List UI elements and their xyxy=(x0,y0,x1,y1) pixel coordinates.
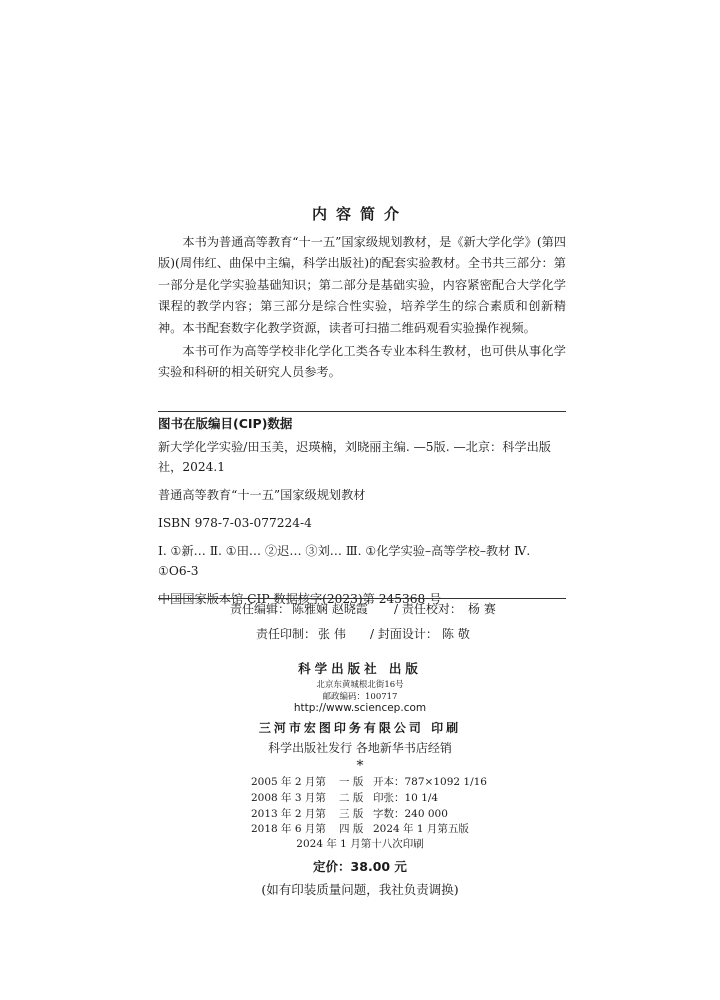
edition-date: 2013 年 2 月第 xyxy=(251,807,326,820)
cip-isbn: ISBN 978-7-03-077224-4 xyxy=(158,516,312,530)
edition-number: 一 版 xyxy=(339,776,364,788)
proof-label: / 责任校对： xyxy=(394,602,462,616)
editors: 陈雅娴 赵晓霞 xyxy=(292,602,368,616)
edition-row xyxy=(251,775,487,791)
intro-paragraph: 本书可作为高等学校非化学化工类各专业本科生教材，也可供从事化学实验和科研的相关研究人员参考。 xyxy=(158,344,566,380)
printer: 三河市宏图印务有限公司 印刷 xyxy=(258,721,462,735)
price: 定价：38.00 元 xyxy=(313,859,407,874)
print-label: 责任印制： xyxy=(256,627,317,641)
edition-date: 2005 年 2 月第 xyxy=(251,776,326,788)
edition-number: 二 版 xyxy=(339,791,364,804)
cip-series: 普通高等教育“十一五”国家级规划教材 xyxy=(158,488,366,502)
publisher-address: 北京东黄城根北街16号 xyxy=(316,680,404,690)
quality-notice: (如有印装质量问题，我社负责调换) xyxy=(261,882,459,897)
publisher-name: 科学出版社 出版 xyxy=(298,661,422,676)
publisher-url[interactable]: http://www.sciencep.com xyxy=(293,702,427,714)
edition-date: 2008 年 3 月第 xyxy=(251,791,326,804)
cover-label: / 封面设计： xyxy=(370,627,438,641)
cip-box xyxy=(158,437,566,617)
cip-entry: 新大学化学实验/田玉美，迟瑛楠，刘晓丽主编. —5版. —北京：科学出版社，2024.1 xyxy=(158,440,551,474)
cip-classification: Ⅰ. ①新… Ⅱ. ①田… ②迟… ③刘… Ⅲ. ①化学实验–高等学校–教材 Ⅳ. ①O6-3 xyxy=(158,544,531,578)
edition-row xyxy=(251,807,481,823)
edition-spec: 开本：787×1092 1/16 xyxy=(373,776,487,788)
edition-row xyxy=(251,791,481,807)
edition-date: 2018 年 6 月第 xyxy=(251,823,326,836)
edition-spec: 2024 年 1 月第五版 xyxy=(373,823,469,836)
cip-record: 中国国家版本馆 CIP 数据核字(2023)第 245368 号 xyxy=(158,592,442,606)
edition-table xyxy=(251,775,487,838)
edition-spec: 字数：240 000 xyxy=(373,807,448,820)
editor-label: 责任编辑： xyxy=(230,602,291,616)
printing-info: 2024 年 1 月第十八次印刷 xyxy=(296,838,424,850)
proofreader: 杨 赛 xyxy=(468,602,496,616)
cip-top-rule xyxy=(158,411,566,412)
distribution: 科学出版社发行 各地新华书店经销 xyxy=(268,741,452,755)
cip-bottom-rule xyxy=(158,598,566,599)
intro-body xyxy=(158,232,566,386)
cip-heading: 图书在版编目(CIP)数据 xyxy=(158,416,293,431)
separator-star: * xyxy=(356,758,364,774)
intro-title: 内容简介 xyxy=(311,205,408,223)
intro-paragraph: 本书为普通高等教育“十一五”国家级规划教材，是《新大学化学》(第四版)(周伟红、曲保中主编，科学出版社)的配套实验教材。全书共三部分：第一部分是化学实验基础知识；第二部分是基础实验，内容紧密配合大学化学课程的教学内容；第三部分是综合性实验，培养学生的综合素质和创新精神。本书配套数字化教学资源，读者可扫描二维码观看实验操作视频。 xyxy=(158,235,566,335)
edition-number: 三 版 xyxy=(339,807,364,820)
print-supervisor: 张 伟 xyxy=(318,627,346,641)
cover-designer: 陈 敬 xyxy=(442,627,470,641)
edition-number: 四 版 xyxy=(339,823,364,836)
edition-spec: 印张：10 1/4 xyxy=(373,791,439,804)
publisher-postcode: 邮政编码：100717 xyxy=(322,692,398,702)
